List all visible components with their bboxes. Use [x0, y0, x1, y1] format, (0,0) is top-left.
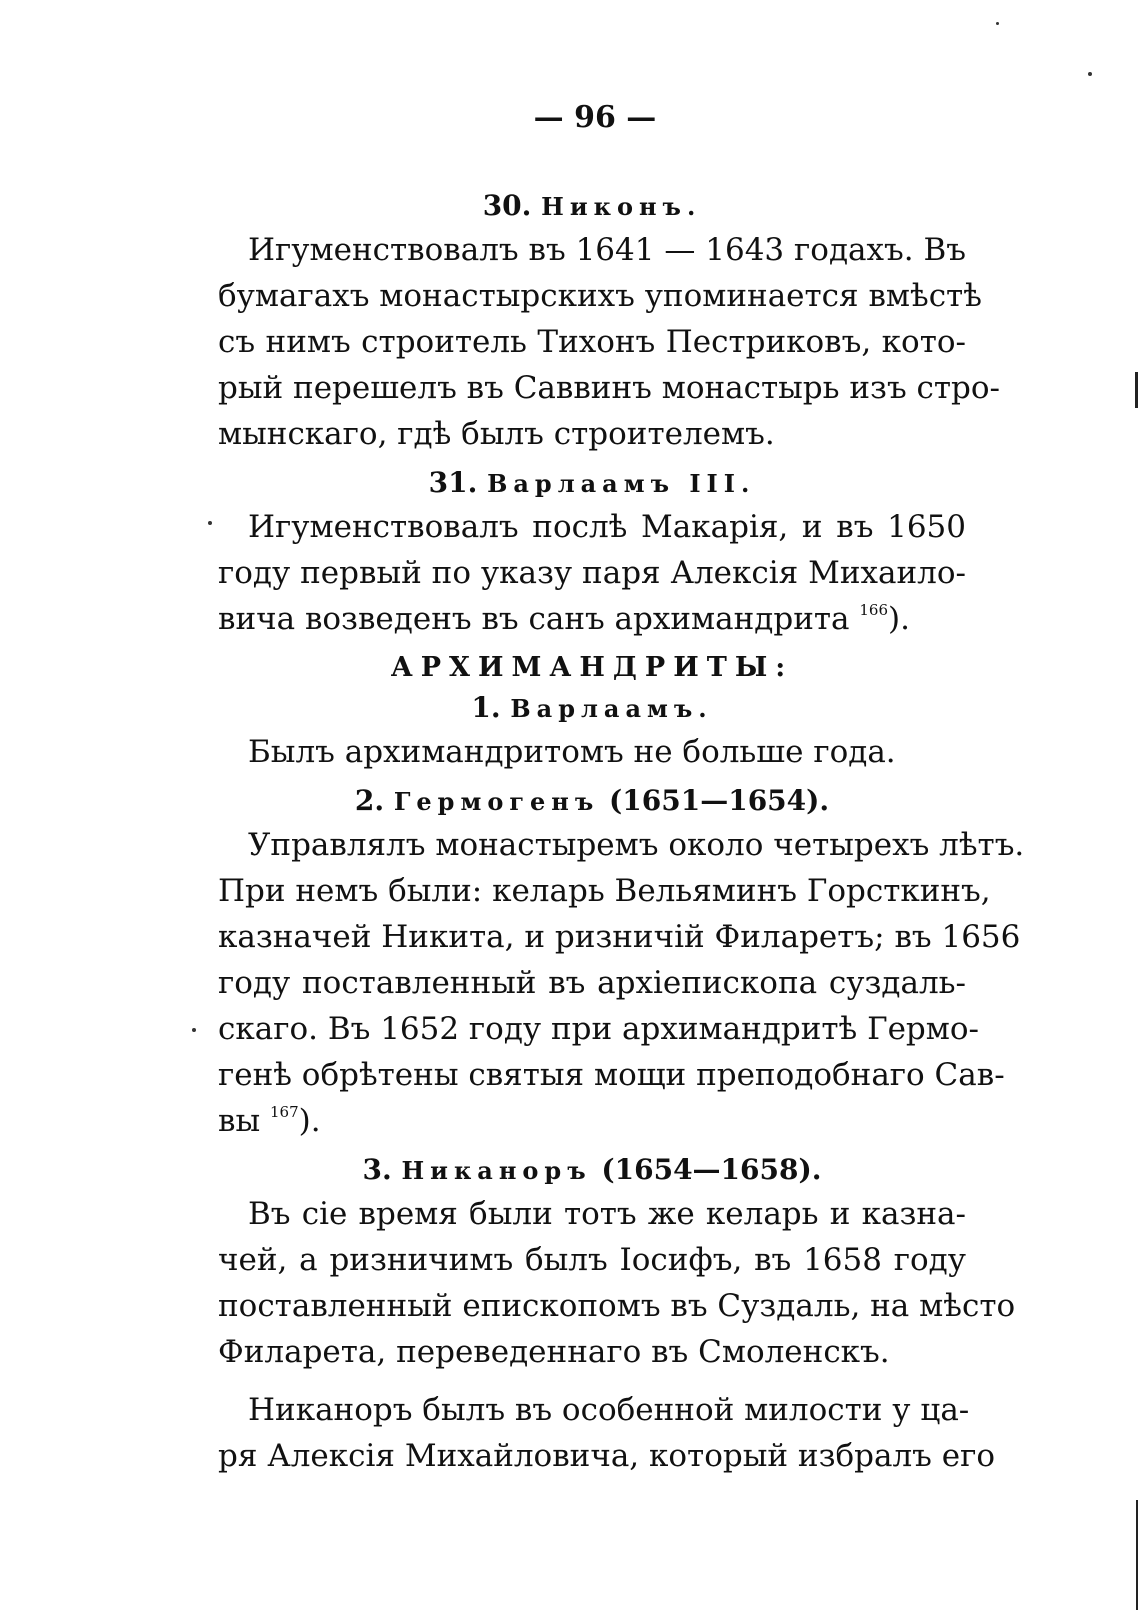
section-heading-31 [218, 463, 966, 504]
heading-name: Гермогенъ [393, 787, 600, 816]
text-column [218, 186, 1025, 1479]
footnote-ref: 167 [270, 1103, 299, 1121]
heading-name: Никонъ. [541, 192, 702, 221]
text-line: поставленный епископомъ въ Суздаль, на мѣсто [218, 1288, 1016, 1324]
heading-number: 2. [354, 784, 385, 817]
heading-number: 31. [428, 466, 478, 499]
text-line: скаго. Въ 1652 году при архимандритѣ Гермо- [218, 1011, 980, 1047]
heading-name: Варлаамъ III. [487, 469, 756, 498]
text-line: Никаноръ былъ въ особенной милости у ца- [248, 1392, 970, 1428]
text-line: мынскаго, гдѣ былъ строителемъ. [218, 416, 775, 452]
page-number: — 96 — [533, 100, 657, 135]
text-line: ря Алексія Михайловича, который избралъ его [218, 1438, 995, 1474]
heading-number: 30. [482, 189, 532, 222]
archimandrites-heading: АРХИМАНДРИТЫ: [390, 652, 794, 683]
paragraph-nikanor [218, 1191, 1016, 1375]
heading-number: 3. [362, 1153, 392, 1186]
text-line: чей, а ризничимъ былъ Іосифъ, въ 1658 году [218, 1242, 966, 1278]
heading-name: Никаноръ [401, 1156, 592, 1185]
footnote-ref: 166 [859, 601, 889, 619]
text-line: году поставленный въ архіепископа суздаль- [218, 965, 966, 1001]
text-line: Въ сіе время были тотъ же келарь и казна- [248, 1196, 966, 1232]
paragraph-nikanor-favor [218, 1387, 995, 1479]
text-line: Управлялъ монастыремъ около четырехъ лѣтъ. [248, 827, 1025, 863]
text-line: генѣ обрѣтены святыя мощи преподобнаго Сав- [218, 1057, 1005, 1093]
scan-speck [192, 1028, 196, 1032]
text-fragment: вы [218, 1103, 261, 1139]
text-line: Игуменствовалъ въ 1641 — 1643 годахъ. Въ [248, 232, 966, 268]
scan-speck [996, 22, 999, 25]
paragraph-nikon [218, 227, 1001, 457]
heading-dates: (1654—1658). [601, 1153, 822, 1186]
archimandrite-heading-1 [218, 688, 966, 729]
scan-edge-mark [1136, 1500, 1138, 1610]
text-fragment: вича возведенъ въ санъ архимандрита [218, 601, 850, 637]
scan-speck [208, 521, 212, 525]
text-line: казначей Никита, и ризничій Филаретъ; въ 1656 [218, 919, 1021, 955]
text-line: съ нимъ строитель Тихонъ Пестриковъ, кото- [218, 324, 966, 360]
text-line: Филарета, переведеннаго въ Смоленскъ. [218, 1334, 890, 1370]
text-line: Игуменствовалъ послѣ Макарія, и въ 1650 [248, 509, 966, 545]
paragraph-varlaam-iii [218, 504, 966, 642]
scan-edge-mark [1135, 372, 1138, 408]
heading-dates: (1651—1654). [609, 784, 830, 817]
text-fragment: ). [888, 601, 910, 637]
text-line: рый перешелъ въ Саввинъ монастырь изъ стро- [218, 370, 1001, 406]
text-line-with-footnote [218, 1098, 966, 1144]
text-line: При немъ были: келарь Вельяминъ Горсткинъ, [218, 873, 991, 909]
text-line: году первый по указу паря Алексія Михаило- [218, 555, 966, 591]
paragraph-varlaam [218, 729, 966, 775]
text-fragment: ). [298, 1103, 321, 1139]
archimandrite-heading-2 [218, 781, 966, 822]
heading-name: Варлаамъ. [510, 694, 713, 723]
archimandrite-heading-3 [218, 1150, 966, 1191]
section-heading-30 [218, 186, 966, 227]
text-line-with-footnote [218, 596, 966, 642]
heading-number: 1. [471, 691, 501, 724]
text-line: Былъ архимандритомъ не больше года. [248, 734, 896, 770]
scan-speck [1088, 72, 1092, 76]
text-line: бумагахъ монастырскихъ упоминается вмѣстѣ [218, 278, 982, 314]
paragraph-germogen [218, 822, 1025, 1144]
